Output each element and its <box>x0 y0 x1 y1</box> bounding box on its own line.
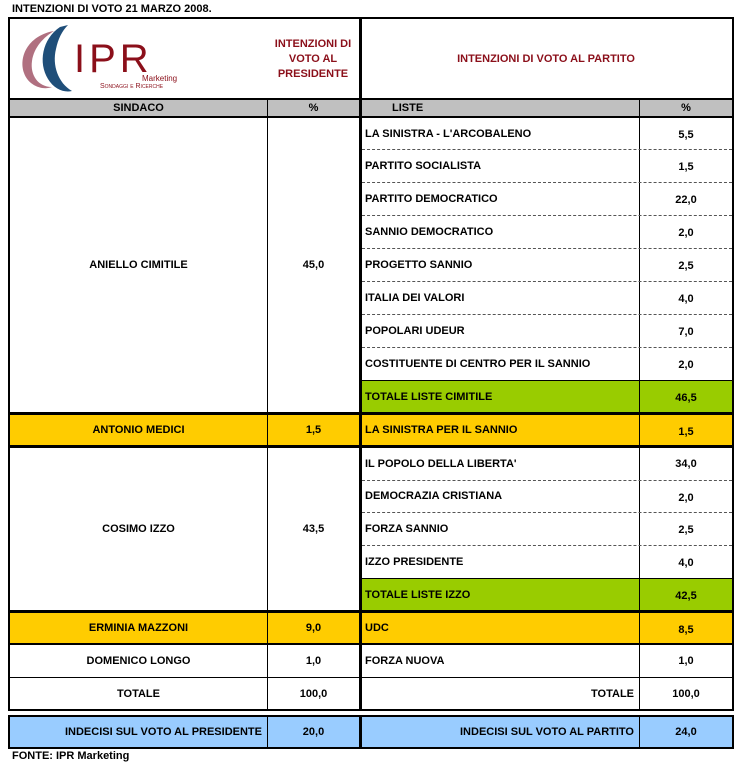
candidate-pct: 9,0 <box>268 613 359 643</box>
candidate-name: ERMINIA MAZZONI <box>10 613 267 643</box>
list-total-pct: 46,5 <box>640 381 732 412</box>
source-note: FONTE: IPR Marketing <box>12 750 130 762</box>
candidate-pct: 1,0 <box>305 655 322 667</box>
list-name: LA SINISTRA - L'ARCOBALENO <box>365 127 532 140</box>
list-name: FORZA SANNIO <box>365 522 449 535</box>
candidate-name: DOMENICO LONGO <box>86 655 191 667</box>
list-name: IZZO PRESIDENTE <box>365 555 464 568</box>
list-pct: 2,0 <box>678 359 694 371</box>
list-pct: 2,0 <box>678 227 694 239</box>
undecided-president-pct: 20,0 <box>268 717 359 747</box>
list-name: LA SINISTRA PER IL SANNIO <box>362 415 639 445</box>
col-header-pct2: % <box>640 100 732 116</box>
candidate-pct: 43,5 <box>302 523 325 535</box>
undecided-party-label: INDECISI SUL VOTO AL PARTITO <box>362 717 639 747</box>
candidate-pct: 45,0 <box>302 259 325 271</box>
president-title: INTENZIONI DI VOTO AL PRESIDENTE <box>274 37 352 80</box>
list-name: POPOLARI UDEUR <box>365 324 465 337</box>
list-grand-total-label: TOTALE <box>591 687 634 700</box>
logo-brand: IPR <box>74 37 153 81</box>
list-name: SANNIO DEMOCRATICO <box>365 225 494 238</box>
list-pct: 4,0 <box>678 293 694 305</box>
candidate-total-label: TOTALE <box>117 687 160 700</box>
list-pct: 8,5 <box>640 613 732 643</box>
list-name: PROGETTO SANNIO <box>365 258 473 271</box>
undecided-president-label: INDECISI SUL VOTO AL PRESIDENTE <box>10 717 267 747</box>
list-pct: 2,0 <box>678 491 694 504</box>
candidate-name: ANIELLO CIMITILE <box>89 259 188 271</box>
list-pct: 5,5 <box>678 129 694 141</box>
list-pct: 1,5 <box>640 415 732 445</box>
list-pct: 1,0 <box>678 655 694 667</box>
list-pct: 4,0 <box>678 557 694 569</box>
logo-line1: Marketing <box>142 74 178 83</box>
candidate-pct: 1,5 <box>268 415 359 445</box>
col-header-sindaco: SINDACO <box>10 100 267 116</box>
list-pct: 7,0 <box>678 326 694 338</box>
undecided-party-pct: 24,0 <box>640 717 732 747</box>
list-name: IL POPOLO DELLA LIBERTA' <box>365 458 517 470</box>
candidate-name: COSIMO IZZO <box>102 523 175 535</box>
list-name: PARTITO SOCIALISTA <box>365 159 482 172</box>
list-grand-total-pct: 100,0 <box>672 687 700 700</box>
candidate-name: ANTONIO MEDICI <box>10 415 267 445</box>
list-total: TOTALE LISTE IZZO <box>362 579 639 610</box>
list-name: UDC <box>362 613 639 643</box>
candidate-total-pct: 100,0 <box>299 687 328 700</box>
list-total: TOTALE LISTE CIMITILE <box>362 381 639 412</box>
logo-line2: Sondaggi e Ricerche <box>100 83 164 90</box>
list-name: COSTITUENTE DI CENTRO PER IL SANNIO <box>365 357 591 370</box>
list-pct: 1,5 <box>678 161 694 173</box>
list-name: PARTITO DEMOCRATICO <box>365 192 498 205</box>
list-total-pct: 42,5 <box>640 579 732 610</box>
list-pct: 34,0 <box>675 458 697 470</box>
list-name: DEMOCRAZIA CRISTIANA <box>365 490 503 502</box>
col-header-pct: % <box>268 100 359 116</box>
list-name: ITALIA DEI VALORI <box>365 291 465 304</box>
list-pct: 2,5 <box>678 260 694 272</box>
list-name: FORZA NUOVA <box>365 655 445 667</box>
col-header-liste: LISTE <box>362 100 639 116</box>
list-pct: 2,5 <box>678 524 694 536</box>
page-title: INTENZIONI DI VOTO 21 MARZO 2008. <box>12 3 212 15</box>
list-pct: 22,0 <box>675 194 697 206</box>
party-title: INTENZIONI DI VOTO AL PARTITO <box>457 53 635 65</box>
ipr-logo <box>12 21 187 96</box>
